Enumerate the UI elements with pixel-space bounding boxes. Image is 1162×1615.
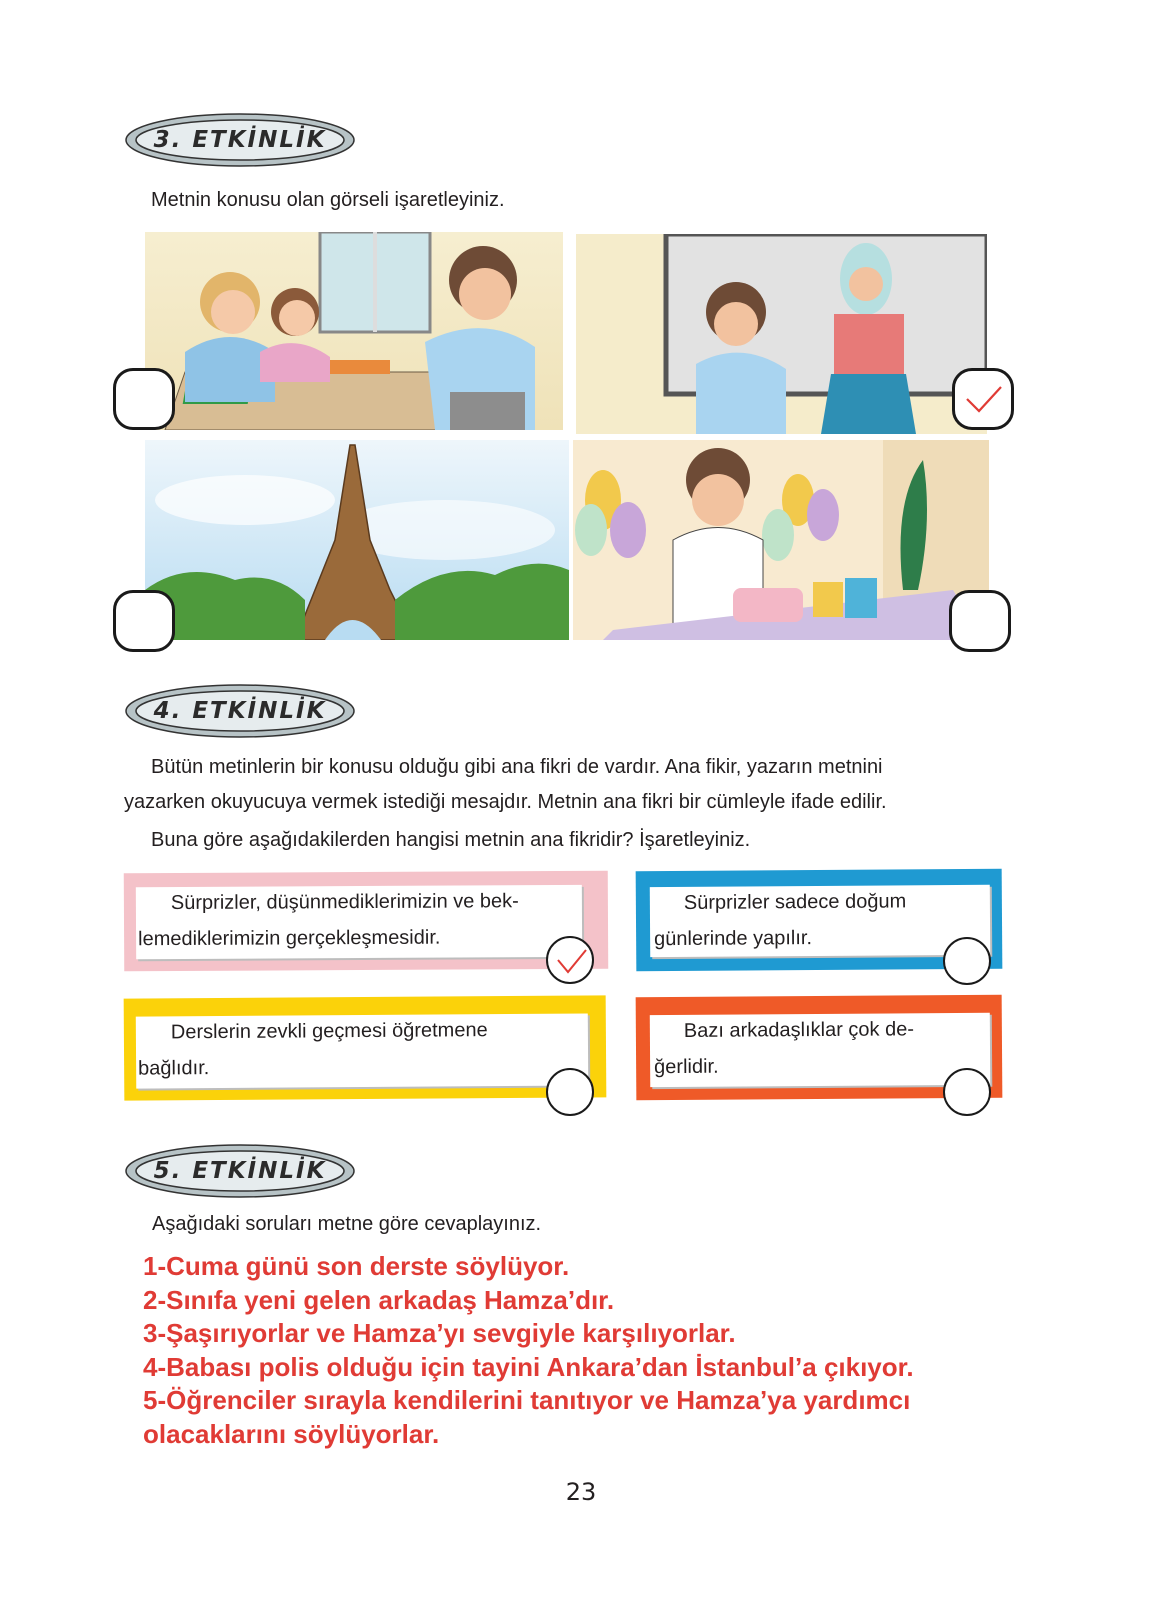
activity-4-badge	[124, 683, 356, 739]
picture-new-student	[576, 234, 987, 434]
checkmark-icon	[963, 381, 1005, 417]
answer-5-continued: olacaklarını söylüyorlar.	[143, 1418, 440, 1449]
classroom-illustration-icon	[145, 232, 563, 430]
answer-1: 1-Cuma günü son derste söylüyor.	[143, 1251, 570, 1281]
answer-2: 2-Sınıfa yeni gelen arkadaş Hamza’dır.	[143, 1284, 615, 1315]
picture-4-checkbox[interactable]	[949, 590, 1011, 652]
picture-birthday	[573, 440, 989, 640]
option-1-text: Sürprizler, düşünmediklerimizin ve bek- lemediklerimizin gerçekleşmesidir.	[138, 890, 519, 951]
activity-5-badge	[124, 1143, 356, 1199]
option-4-text: Bazı arkadaşlıklar çok de- ğerlidir.	[654, 1018, 915, 1079]
eiffel-illustration-icon	[145, 440, 569, 640]
activity-4-paragraph	[124, 750, 1014, 820]
activity-4-title: 4. ETKİNLİK	[153, 698, 327, 724]
option-card-3[interactable]	[124, 995, 607, 1100]
option-2-text: Sürprizler sadece doğum günlerinde yapılır.	[654, 890, 907, 951]
picture-eiffel-tower	[145, 440, 569, 640]
page-number: 23	[565, 1478, 597, 1506]
birthday-illustration-icon	[573, 440, 989, 640]
activity-3-badge	[124, 112, 356, 168]
activity-3-instruction: Metnin konusu olan görseli işaretleyiniz.	[151, 189, 505, 211]
activity-4-question: Buna göre aşağıdakilerden hangisi metnin ana fikridir? İşaretleyiniz.	[151, 829, 751, 851]
option-1-radio[interactable]	[546, 936, 594, 984]
picture-1-checkbox[interactable]	[113, 368, 175, 430]
option-card-1[interactable]	[124, 871, 609, 972]
checkmark-icon	[556, 948, 588, 976]
answers-list	[143, 1250, 914, 1451]
paragraph-line-2: yazarken okuyucuya vermek istediği mesajdır. Metnin ana fikri bir cümleyle ifade edilir.	[124, 791, 887, 813]
option-2-radio[interactable]	[943, 937, 991, 985]
activity-5-instruction: Aşağıdaki soruları metne göre cevaplayınız.	[152, 1213, 542, 1235]
paragraph-line-1: Bütün metinlerin bir konusu olduğu gibi ana fikri de vardır. Ana fikir, yazarın metnini	[151, 756, 883, 778]
answer-4: 4-Babası polis olduğu için tayini Ankara’dan İstanbul’a çıkıyor.	[143, 1351, 914, 1382]
answer-5: 5-Öğrenciler sırayla kendilerini tanıtıyor ve Hamza’ya yardımcı	[143, 1385, 911, 1415]
activity-5-title: 5. ETKİNLİK	[153, 1158, 327, 1184]
picture-3-checkbox[interactable]	[113, 590, 175, 652]
picture-classroom	[145, 232, 563, 430]
activity-3-title: 3. ETKİNLİK	[153, 127, 327, 153]
answer-3: 3-Şaşırıyorlar ve Hamza’yı sevgiyle karşılıyorlar.	[143, 1318, 736, 1348]
option-3-text: Derslerin zevkli geçmesi öğretmene bağlıdır.	[138, 1019, 488, 1080]
option-4-radio[interactable]	[943, 1068, 991, 1116]
introduction-illustration-icon	[576, 234, 987, 434]
option-3-radio[interactable]	[546, 1068, 594, 1116]
picture-2-checkbox[interactable]	[952, 368, 1014, 430]
